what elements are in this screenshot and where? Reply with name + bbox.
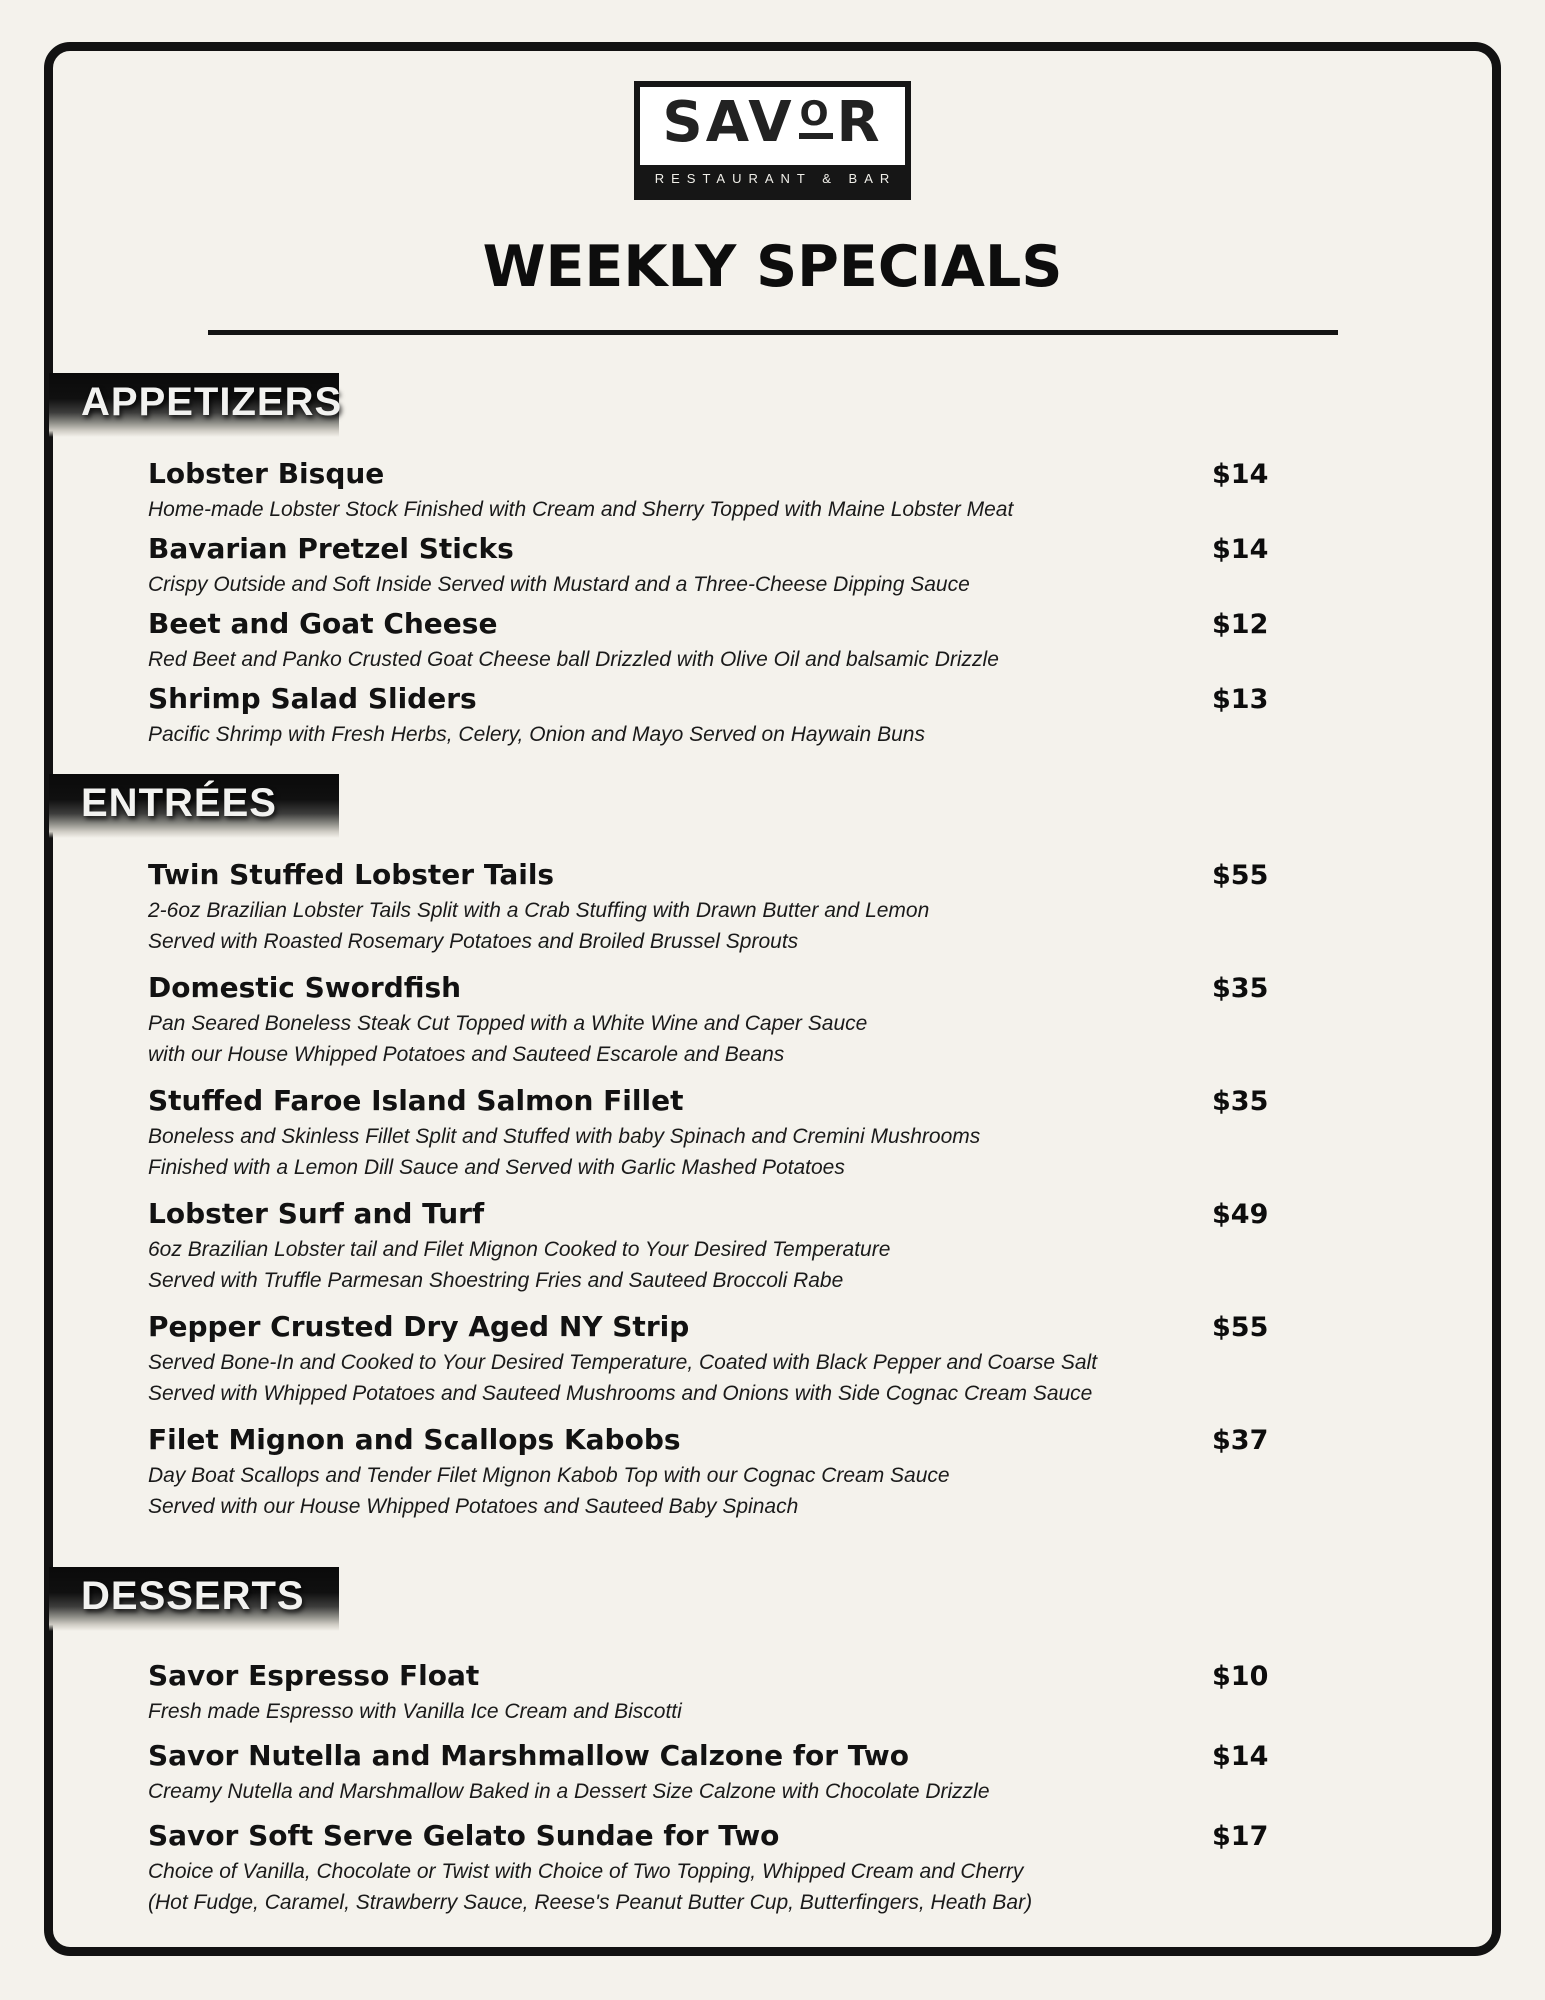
item-main [148, 1739, 1492, 1807]
menu-item [148, 1423, 1492, 1522]
item-description [148, 1008, 1492, 1070]
logo-small-o: O [799, 99, 833, 139]
item-description [148, 1776, 1492, 1807]
menu-item [148, 1310, 1492, 1409]
item-description-line: Home-made Lobster Stock Finished with Cream and Sherry Topped with Maine Lobster Meat [148, 498, 1014, 521]
item-main [148, 607, 1492, 675]
item-main [148, 1197, 1492, 1296]
section-label: APPETIZERS [81, 379, 343, 424]
item-price: $14 [1212, 534, 1269, 565]
menu-item [148, 858, 1492, 957]
item-description-line: Crispy Outside and Soft Inside Served with Mustard and a Three-Cheese Dipping Sauce [148, 573, 970, 596]
item-description [148, 895, 1492, 957]
item-price: $49 [1212, 1199, 1269, 1230]
item-price: $37 [1212, 1425, 1269, 1456]
item-name: Shrimp Salad Sliders [148, 682, 477, 715]
item-price: $17 [1212, 1821, 1269, 1852]
menu-frame [44, 42, 1501, 1956]
menu-item [148, 1084, 1492, 1183]
item-description [148, 1347, 1492, 1409]
item-main [148, 532, 1492, 600]
item-price: $55 [1212, 1312, 1269, 1343]
menu-item [148, 457, 1492, 525]
item-description [148, 1121, 1492, 1183]
item-description-line: Pacific Shrimp with Fresh Herbs, Celery, Onion and Mayo Served on Haywain Buns [148, 723, 925, 746]
logo-tagline: RESTAURANT & BAR [640, 165, 904, 194]
menu-item [148, 607, 1492, 675]
menu-section [53, 774, 1492, 1522]
menu-header [53, 51, 1492, 335]
logo-text-pre: SAV [662, 90, 795, 155]
restaurant-logo [634, 81, 910, 200]
item-price: $12 [1212, 609, 1269, 640]
menu-item [148, 1659, 1492, 1727]
item-name: Domestic Swordfish [148, 971, 462, 1004]
item-name: Lobster Surf and Turf [148, 1197, 485, 1230]
item-description-line: 2-6oz Brazilian Lobster Tails Split with a Crab Stuffing with Drawn Butter and Lemon [148, 899, 930, 922]
item-name: Stuffed Faroe Island Salmon Fillet [148, 1084, 684, 1117]
section-banner [49, 373, 343, 437]
item-main [148, 858, 1492, 957]
item-main [148, 1310, 1492, 1409]
item-description-line: Finished with a Lemon Dill Sauce and Served with Garlic Mashed Potatoes [148, 1156, 845, 1179]
item-name: Savor Espresso Float [148, 1659, 480, 1692]
item-description-line: 6oz Brazilian Lobster tail and Filet Mignon Cooked to Your Desired Temperature [148, 1238, 891, 1261]
page-title: WEEKLY SPECIALS [482, 234, 1063, 300]
menu-section [53, 373, 1492, 750]
item-price: $35 [1212, 1086, 1269, 1117]
menu-item [148, 1819, 1492, 1918]
item-name: Filet Mignon and Scallops Kabobs [148, 1423, 681, 1456]
section-label: DESSERTS [81, 1573, 305, 1618]
item-description-line: Boneless and Skinless Fillet Split and Stuffed with baby Spinach and Cremini Mushrooms [148, 1125, 981, 1148]
item-main [148, 1819, 1492, 1918]
menu-section [53, 1567, 1492, 1918]
section-banner [49, 774, 339, 838]
item-description-line: with our House Whipped Potatoes and Sauteed Escarole and Beans [148, 1043, 785, 1066]
item-main [148, 457, 1492, 525]
logo-wordmark [640, 87, 904, 165]
section-items [148, 457, 1492, 750]
item-name: Beet and Goat Cheese [148, 607, 498, 640]
menu-item [148, 971, 1492, 1070]
logo-text-post: R [836, 90, 883, 155]
section-items [148, 1659, 1492, 1918]
item-name: Twin Stuffed Lobster Tails [148, 858, 555, 891]
item-price: $14 [1212, 1741, 1269, 1772]
item-main [148, 1659, 1492, 1727]
item-name: Savor Soft Serve Gelato Sundae for Two [148, 1819, 780, 1852]
item-description-line: Served with Truffle Parmesan Shoestring Fries and Sauteed Broccoli Rabe [148, 1269, 844, 1292]
item-main [148, 682, 1492, 750]
item-description [148, 644, 1492, 675]
menu-item [148, 1197, 1492, 1296]
item-description-line: Choice of Vanilla, Chocolate or Twist with Choice of Two Topping, Whipped Cream and Cherry [148, 1860, 1024, 1883]
item-price: $13 [1212, 684, 1269, 715]
item-description-line: Served with Roasted Rosemary Potatoes and Broiled Brussel Sprouts [148, 930, 799, 953]
section-banner [49, 1567, 339, 1631]
item-description [148, 569, 1492, 600]
menu-item [148, 532, 1492, 600]
item-description-line: Red Beet and Panko Crusted Goat Cheese ball Drizzled with Olive Oil and balsamic Drizzle [148, 648, 999, 671]
item-description [148, 1234, 1492, 1296]
item-description-line: (Hot Fudge, Caramel, Strawberry Sauce, Reese's Peanut Butter Cup, Butterfingers, Heath Bar) [148, 1891, 1033, 1914]
item-description-line: Served Bone-In and Cooked to Your Desired Temperature, Coated with Black Pepper and Coarse Salt [148, 1351, 1098, 1374]
item-main [148, 971, 1492, 1070]
item-name: Pepper Crusted Dry Aged NY Strip [148, 1310, 690, 1343]
item-description-line: Served with Whipped Potatoes and Sauteed Mushrooms and Onions with Side Cognac Cream Sauce [148, 1382, 1093, 1405]
item-description [148, 1460, 1492, 1522]
item-main [148, 1423, 1492, 1522]
menu-item [148, 1739, 1492, 1807]
item-price: $10 [1212, 1661, 1269, 1692]
item-name: Bavarian Pretzel Sticks [148, 532, 514, 565]
item-description [148, 1856, 1492, 1918]
item-main [148, 1084, 1492, 1183]
item-description-line: Fresh made Espresso with Vanilla Ice Cream and Biscotti [148, 1700, 682, 1723]
section-items [148, 858, 1492, 1522]
item-description-line: Served with our House Whipped Potatoes and Sauteed Baby Spinach [148, 1495, 799, 1518]
item-description [148, 719, 1492, 750]
item-price: $55 [1212, 860, 1269, 891]
item-name: Lobster Bisque [148, 457, 385, 490]
item-description-line: Creamy Nutella and Marshmallow Baked in a Dessert Size Calzone with Chocolate Drizzle [148, 1780, 990, 1803]
item-description [148, 494, 1492, 525]
title-divider [208, 330, 1338, 335]
item-price: $14 [1212, 459, 1269, 490]
section-label: ENTRÉES [81, 780, 277, 825]
item-description-line: Pan Seared Boneless Steak Cut Topped with a White Wine and Caper Sauce [148, 1012, 868, 1035]
menu-item [148, 682, 1492, 750]
item-description [148, 1696, 1492, 1727]
menu-sections [53, 373, 1492, 1918]
item-price: $35 [1212, 973, 1269, 1004]
item-name: Savor Nutella and Marshmallow Calzone for Two [148, 1739, 909, 1772]
item-description-line: Day Boat Scallops and Tender Filet Mignon Kabob Top with our Cognac Cream Sauce [148, 1464, 950, 1487]
